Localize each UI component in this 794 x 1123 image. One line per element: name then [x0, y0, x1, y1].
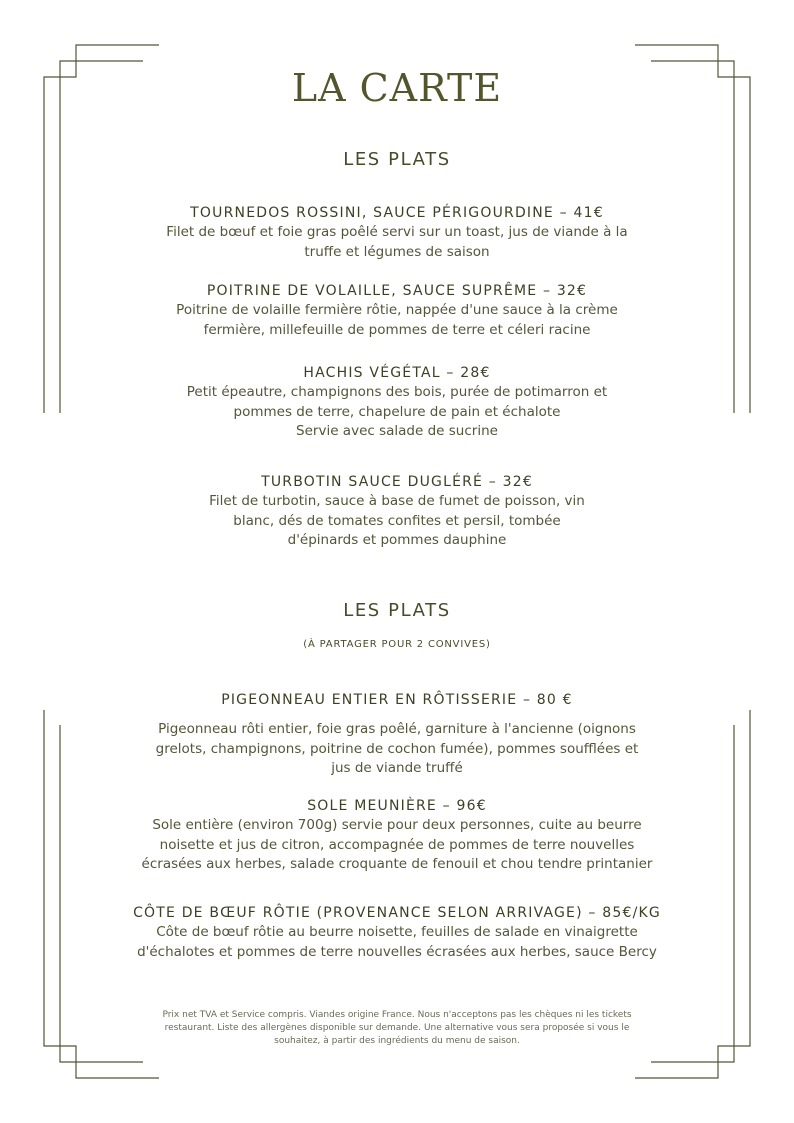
dish-name: POITRINE DE VOLAILLE, SAUCE SUPRÊME – 32€ — [206, 283, 588, 299]
dish-item — [90, 691, 704, 779]
dish-description-line: Côte de bœuf rôtie au beurre noisette, feuilles de salade en vinaigrette — [156, 924, 638, 940]
dish-name: CÔTE DE BŒUF RÔTIE (PROVENANCE SELON ARRIVAGE) – 85€/KG — [133, 905, 661, 921]
footer-line: souhaitez, à partir des ingrédients du menu de saison. — [274, 1036, 520, 1046]
sharing-note: (À PARTAGER POUR 2 CONVIVES) — [303, 639, 491, 650]
dish-item — [90, 364, 704, 442]
dish-description — [90, 923, 704, 962]
dish-description-line: fermière, millefeuille de pommes de terre et céleri racine — [203, 321, 591, 338]
dish-description-line: Poitrine de volaille fermière rôtie, nappée d'une sauce à la crème — [176, 302, 618, 318]
dish-description-line: Petit épeautre, champignons des bois, purée de potimarron et — [186, 384, 608, 400]
dish-name: TOURNEDOS ROSSINI, SAUCE PÉRIGOURDINE – 41€ — [190, 205, 604, 221]
dish-description-line: blanc, dés de tomates confites et persil, tombée — [233, 512, 561, 529]
dish-description-line: truffe et légumes de saison — [304, 243, 490, 260]
footer-line: Prix net TVA et Service compris. Viandes origine France. Nous n'acceptons pas les chèques ni les tickets — [162, 1010, 632, 1020]
dish-description-line: écrasées aux herbes, salade croquante de fenouil et chou tendre printanier — [141, 856, 653, 872]
menu-title: LA CARTE — [291, 66, 503, 110]
dish-item — [90, 282, 704, 340]
dish-description-line: noisette et jus de citron, accompagnée de pommes de terre nouvelles — [159, 836, 635, 853]
footer-line: restaurant. Liste des allergènes disponible sur demande. Une alternative vous sera proposée si vous le — [164, 1023, 630, 1033]
dish-description-line: Servie avec salade de sucrine — [296, 423, 498, 439]
dish-description-line: d'échalotes et pommes de terre nouvelles écrasées aux herbes, sauce Bercy — [137, 943, 657, 960]
dish-description-line: d'épinards et pommes dauphine — [287, 532, 507, 548]
dish-description — [90, 223, 704, 262]
dish-description-line: Filet de turbotin, sauce à base de fumet de poisson, vin — [209, 493, 585, 509]
dish-name: PIGEONNEAU ENTIER EN RÔTISSERIE – 80 € — [221, 692, 573, 708]
section-heading-plats-partager: LES PLATS — [343, 600, 451, 621]
dish-description — [90, 301, 704, 340]
dish-description-line: grelots, champignons, poitrine de cochon fumée), pommes soufflées et — [155, 740, 639, 757]
dish-name: SOLE MEUNIÈRE – 96€ — [307, 798, 487, 814]
dish-description — [90, 720, 704, 779]
dish-description — [90, 492, 704, 551]
dish-item — [90, 204, 704, 262]
dish-description-line: pommes de terre, chapelure de pain et échalote — [233, 403, 561, 420]
section-heading-plats: LES PLATS — [343, 149, 451, 170]
dish-item — [90, 473, 704, 551]
footer-note — [100, 1009, 694, 1048]
dish-description-line: jus de viande truffé — [331, 760, 463, 776]
dish-description-line: Pigeonneau rôti entier, foie gras poêlé, garniture à l'ancienne (oignons — [158, 721, 636, 737]
dish-name: TURBOTIN SAUCE DUGLÉRÉ – 32€ — [261, 474, 533, 490]
dish-description-line: Filet de bœuf et foie gras poêlé servi sur un toast, jus de viande à la — [166, 224, 628, 240]
dish-name: HACHIS VÉGÉTAL – 28€ — [303, 365, 491, 381]
dish-item — [90, 797, 704, 875]
dish-description-line: Sole entière (environ 700g) servie pour deux personnes, cuite au beurre — [152, 817, 642, 833]
dish-item — [90, 904, 704, 962]
dish-description — [90, 816, 704, 875]
dish-description — [90, 383, 704, 442]
